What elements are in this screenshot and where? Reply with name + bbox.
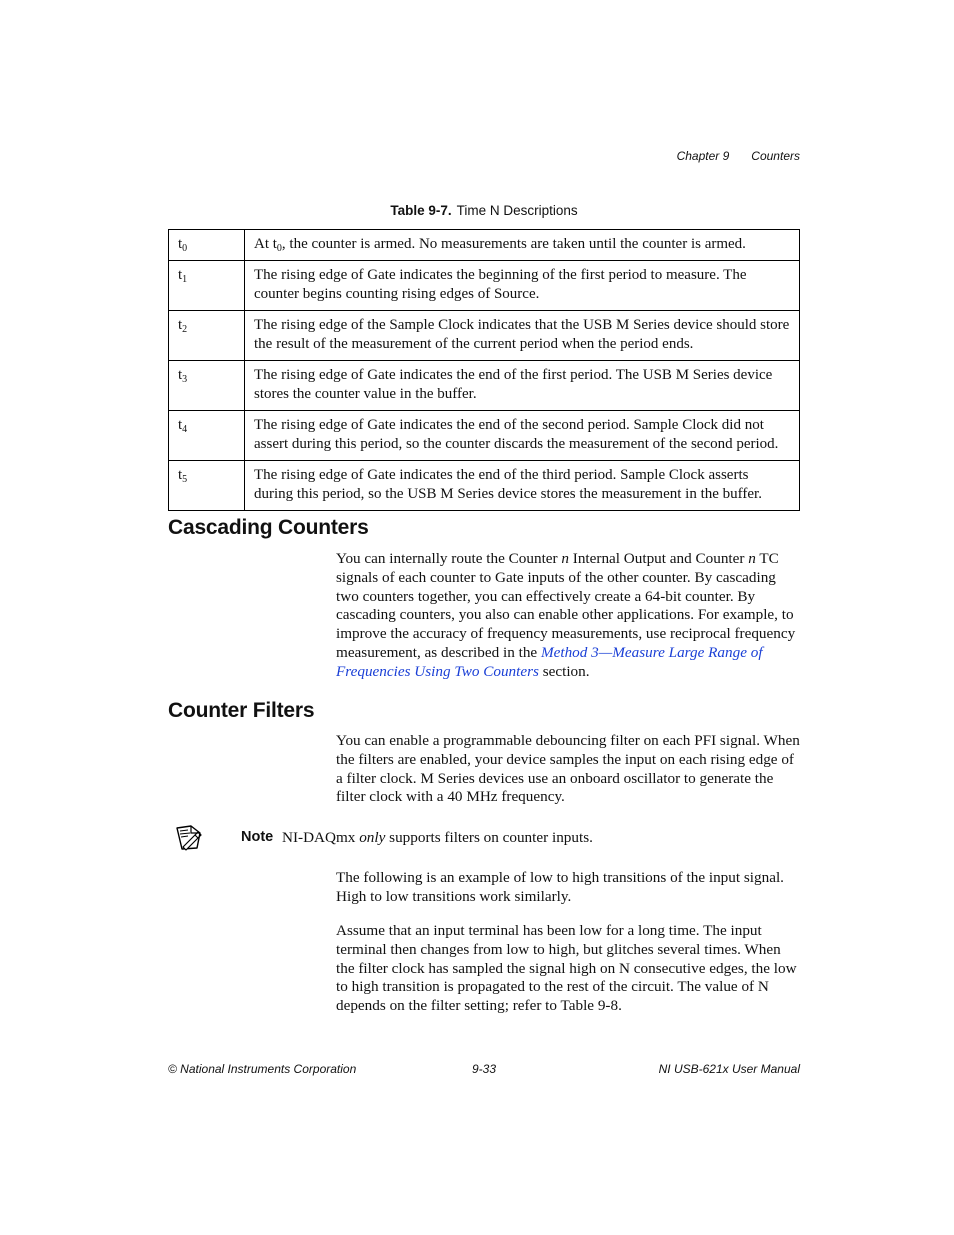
cascading-counters-paragraph: You can internally route the Counter n Internal Output and Counter n TC signals of each counter to Gate inputs of the other counter. By cascading two counters together, you can effectively create a 64-bit counter. By cascading counters, you also can enable other applications. For example, to improve the accuracy of frequency measurements, use reciprocal frequency measurement, as described in the Method 3—Measure Large Range of Frequencies Using Two Counters section. xyxy=(336,550,796,680)
table-cell-symbol: $t_4$ xyxy=(169,411,245,461)
table-cell-symbol: $t_3$ xyxy=(169,361,245,411)
table-cell-symbol: $t_5$ xyxy=(169,461,245,511)
table-cell-description: The rising edge of Gate indicates the end of the first period. The USB M Series device stores the counter value in the buffer. xyxy=(245,361,800,411)
counter-filters-paragraph-2: The following is an example of low to high transitions of the input signal. High to low transitions work similarly. xyxy=(336,869,784,905)
table-row xyxy=(169,230,800,261)
table-cell-symbol: $t_2$ xyxy=(169,311,245,361)
header-chapter: Chapter 9 xyxy=(676,149,730,163)
table-cell-description: At $t_0$, the counter is armed. No measurements are taken until the counter is armed. xyxy=(245,230,800,261)
counter-filters-paragraph-3: Assume that an input terminal has been low for a long time. The input terminal then changes from low to high, but glitches several times. When the filter clock has sampled the signal high on N consecutive edges, the low to high transition is propagated to the rest of the circuit. The value of N depends on the filter setting; refer to Table 9-8. xyxy=(336,922,797,1015)
note-label: Note xyxy=(241,829,274,845)
running-header xyxy=(677,149,800,163)
footer-page-number: 9-33 xyxy=(472,1062,497,1076)
method-3-link[interactable]: Method 3—Measure Large Range of Frequencies Using Two Counters xyxy=(336,643,763,680)
table-row xyxy=(169,311,800,361)
table-cell-description: The rising edge of the Sample Clock indicates that the USB M Series device should store the result of the measurement of the current period when the period ends. xyxy=(245,311,800,361)
note-icon xyxy=(174,823,204,851)
table-cell-symbol: $t_1$ xyxy=(169,261,245,311)
table-row xyxy=(169,411,800,461)
counter-filters-paragraph-1: You can enable a programmable debouncing filter on each PFI signal. When the filters are enabled, your device samples the input on each rising edge of a filter clock. M Series devices use an onboard oscillator to generate the filter clock with a 40 MHz frequency. xyxy=(336,732,800,806)
table-cell-description: The rising edge of Gate indicates the end of the second period. Sample Clock did not assert during this period, so the counter discards the measurement of the second period. xyxy=(245,411,800,461)
table-row xyxy=(169,461,800,511)
table-cell-symbol: $t_0$ xyxy=(169,230,245,261)
table-caption-label: Table 9-7. xyxy=(390,203,452,218)
table-cell-description: The rising edge of Gate indicates the end of the third period. Sample Clock asserts during this period, so the USB M Series device stores the measurement in the buffer. xyxy=(245,461,800,511)
footer-manual-title: NI USB-621x User Manual xyxy=(658,1062,800,1076)
table-row xyxy=(169,261,800,311)
footer-copyright: © National Instruments Corporation xyxy=(168,1062,357,1076)
table-caption-title: Time N Descriptions xyxy=(456,203,578,218)
note-text: NI-DAQmx only supports filters on counter inputs. xyxy=(282,829,593,846)
time-n-table xyxy=(168,229,800,511)
cascading-counters-heading: Cascading Counters xyxy=(168,516,369,539)
table-row xyxy=(169,361,800,411)
table-cell-description: The rising edge of Gate indicates the beginning of the first period to measure. The counter begins counting rising edges of Source. xyxy=(245,261,800,311)
header-section: Counters xyxy=(751,149,800,163)
table-caption xyxy=(168,203,800,218)
counter-filters-heading: Counter Filters xyxy=(168,699,315,722)
